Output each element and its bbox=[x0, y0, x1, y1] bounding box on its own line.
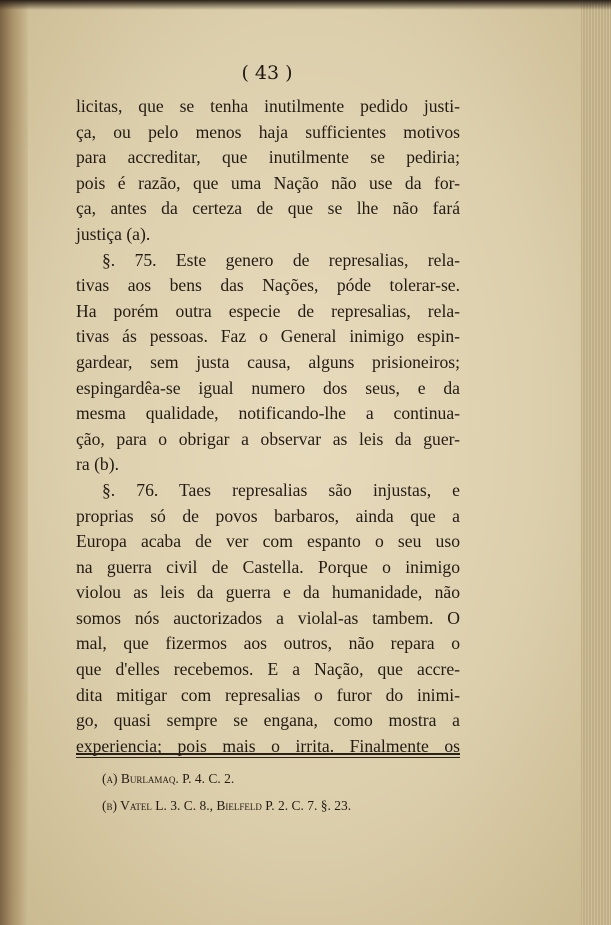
text-line: justiça (a). bbox=[76, 223, 151, 244]
text-line: pois é razão, que uma Nação não use da for- bbox=[76, 172, 460, 193]
section-75-start: §. 75. Este genero de represalias, rela- bbox=[102, 249, 460, 270]
page-number: ( 43 ) bbox=[241, 62, 293, 84]
text-line: tivas aos bens das Nações, póde tolerar-se. bbox=[76, 275, 460, 296]
text-line: experiencia; pois mais o irrita. Finalmente os bbox=[76, 735, 460, 756]
book-spine bbox=[0, 0, 28, 925]
body-text bbox=[76, 94, 460, 759]
footnote-b: (b) Vatel L. 3. C. 8., Bielfeld P. 2. C. 7. §. 23. bbox=[102, 798, 352, 813]
text-line: ção, para o obrigar a observar as leis da guer- bbox=[76, 428, 460, 449]
text-line: gardear, sem justa causa, alguns prisioneiros; bbox=[76, 351, 460, 372]
top-shadow bbox=[0, 0, 611, 10]
text-line: espingardêa-se igual numero dos seus, e da bbox=[76, 377, 460, 398]
text-line: violou as leis da guerra e da humanidade, não bbox=[76, 582, 460, 603]
text-line: somos nós auctorizados a violal-as tambem. O bbox=[76, 607, 460, 628]
page-edges bbox=[581, 0, 611, 925]
text-line: Europa acaba de ver com espanto o seu uso bbox=[76, 531, 460, 552]
text-line: mesma qualidade, notificando-lhe a continua- bbox=[76, 403, 460, 424]
text-line: licitas, que se tenha inutilmente pedido justi- bbox=[76, 96, 460, 116]
text-line: ça, ou pelo menos haja sufficientes motivos bbox=[76, 121, 460, 142]
text-line: para accreditar, que inutilmente se pediria; bbox=[76, 147, 460, 168]
text-line: Ha porém outra especie de represalias, rela- bbox=[76, 300, 460, 321]
text-line: ça, antes da certeza de que se lhe não fará bbox=[76, 198, 460, 219]
text-line: dita mitigar com represalias o furor do inimi- bbox=[76, 684, 460, 705]
section-76-start: §. 76. Taes represalias são injustas, e bbox=[102, 479, 460, 500]
text-line: go, quasi sempre se engana, como mostra a bbox=[76, 710, 460, 731]
text-line: proprias só de povos barbaros, ainda que a bbox=[76, 505, 460, 526]
footnote-rule-thin bbox=[76, 757, 460, 758]
text-line: ra (b). bbox=[76, 454, 119, 475]
footnotes bbox=[102, 765, 482, 819]
text-line: tivas ás pessoas. Faz o General inimigo espin- bbox=[76, 326, 460, 347]
text-line: mal, que fizermos aos outros, não repara o bbox=[76, 633, 460, 654]
footnote-a: (a) Burlamaq. P. 4. C. 2. bbox=[102, 771, 235, 786]
footnote-rule bbox=[76, 753, 460, 755]
text-line: na guerra civil de Castella. Porque o inimigo bbox=[76, 556, 460, 577]
text-line: que d'elles recebemos. E a Nação, que accre- bbox=[76, 659, 460, 680]
